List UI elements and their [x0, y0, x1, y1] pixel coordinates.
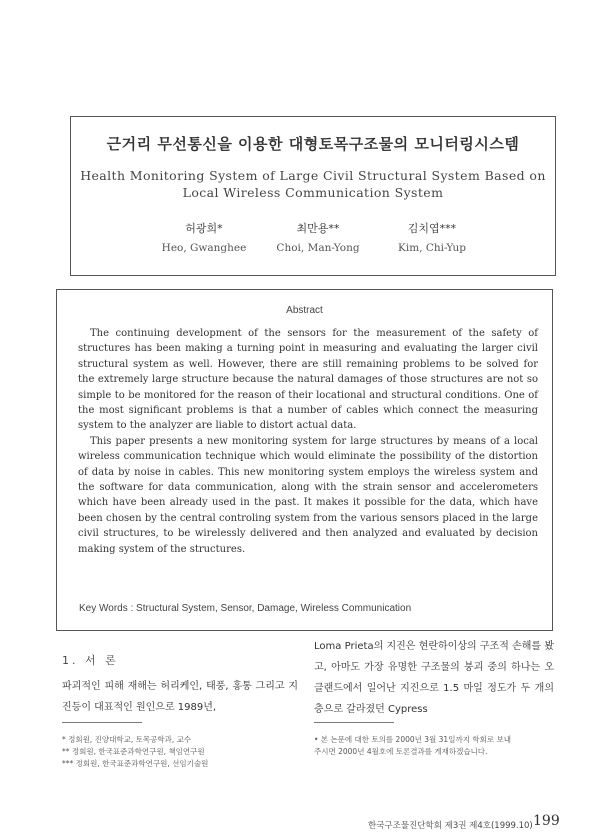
body-text-left-column: 파괴적인 피해 재해는 허리케인, 태풍, 홍통 그리고 지진등이 대표적인 원인으로 1989년,: [62, 681, 298, 713]
section-heading-introduction: 1. 서 론: [62, 654, 119, 667]
title-box: [70, 116, 556, 276]
abstract-paragraph-2: This paper presents a new monitoring system for large structures by means of a local wireless communication technique which would eliminate the possibility of the distortion of data by noise in cables. This new monitoring system employs the wireless system and the software for data communication, along with the strain sensor and accelerometers which have been already used in the past. It makes it possible for the data, which have been chosen by the central controling system from the various sensors placed in the large civil structures, to be wirelessly delivered and then analyzed and evaluated by decision making system of the structures.: [78, 435, 538, 555]
footnotes-left: [62, 734, 298, 770]
paper-title-english-line1: Health Monitoring System of Large Civil Structural System Based on: [80, 168, 546, 183]
author-3-name-korean: 김치엽***: [407, 222, 457, 235]
footnote-author-2: ** 정회원, 한국표준과학연구원, 책임연구원: [62, 747, 205, 756]
footnotes-right: [314, 734, 554, 758]
body-text-right-column: Loma Prieta의 지진은 현란하이상의 구조적 손해를 봤고, 아마도 가장 유명한 구조물의 붕괴 중의 하나는 오클랜드에서 일어난 지진으로 1.5 마일 정도가 두 개의 층으로 갈라졌던 Cypress: [314, 641, 554, 715]
paper-title-english-line2: Local Wireless Communication System: [182, 185, 444, 200]
footnote-author-1: * 정회원, 진양대학교, 토목공학과, 교수: [62, 735, 192, 744]
abstract-paragraph-1: The continuing development of the sensors for the measurement of the safety of structures has been making a turning point in measuring and evaluating the larger civil structural system as well. However, there are still remaining problems to be solved for the extremely large structure because the natural damages of those structures are not so simple to be monitored for the reason of their locational and structural conditions. One of the most significant problems is that a number of cables which connect the measuring system to the analyzer are liable to distort actual data.: [78, 328, 538, 432]
author-2-name-korean: 최만용**: [296, 222, 340, 235]
footnote-discussion-line1: • 본 논문에 대한 토의를 2000년 3월 31일까지 학회로 보내: [314, 735, 511, 744]
author-1-name-korean: 허광희*: [185, 222, 223, 235]
footnote-discussion-line2: 주시면 2000년 4월호에 토론결과를 게재하겠습니다.: [314, 747, 488, 756]
author-2-name-english: Choi, Man-Yong: [276, 242, 360, 254]
abstract-box: [56, 289, 553, 631]
author-1-name-english: Heo, Gwanghee: [161, 242, 247, 254]
abstract-body: [78, 326, 538, 557]
abstract-heading: Abstract: [286, 305, 323, 316]
keywords: Key Words : Structural System, Sensor, Damage, Wireless Communication: [79, 603, 412, 614]
footnote-author-3: *** 정회원, 한국표준과학연구원, 선임기술원: [62, 759, 209, 768]
page-number: 199: [533, 813, 560, 829]
footnote-divider-left: [62, 722, 142, 723]
paper-title-korean: 근거리 무선통신을 이용한 대형토목구조물의 모니터링시스템: [106, 135, 520, 153]
journal-footer: 한국구조물진단학회 제3권 제4호(1999.10): [368, 821, 533, 831]
footnote-divider-right: [314, 722, 394, 723]
author-3-name-english: Kim, Chi-Yup: [398, 242, 466, 254]
paper-title-english: [71, 167, 555, 201]
